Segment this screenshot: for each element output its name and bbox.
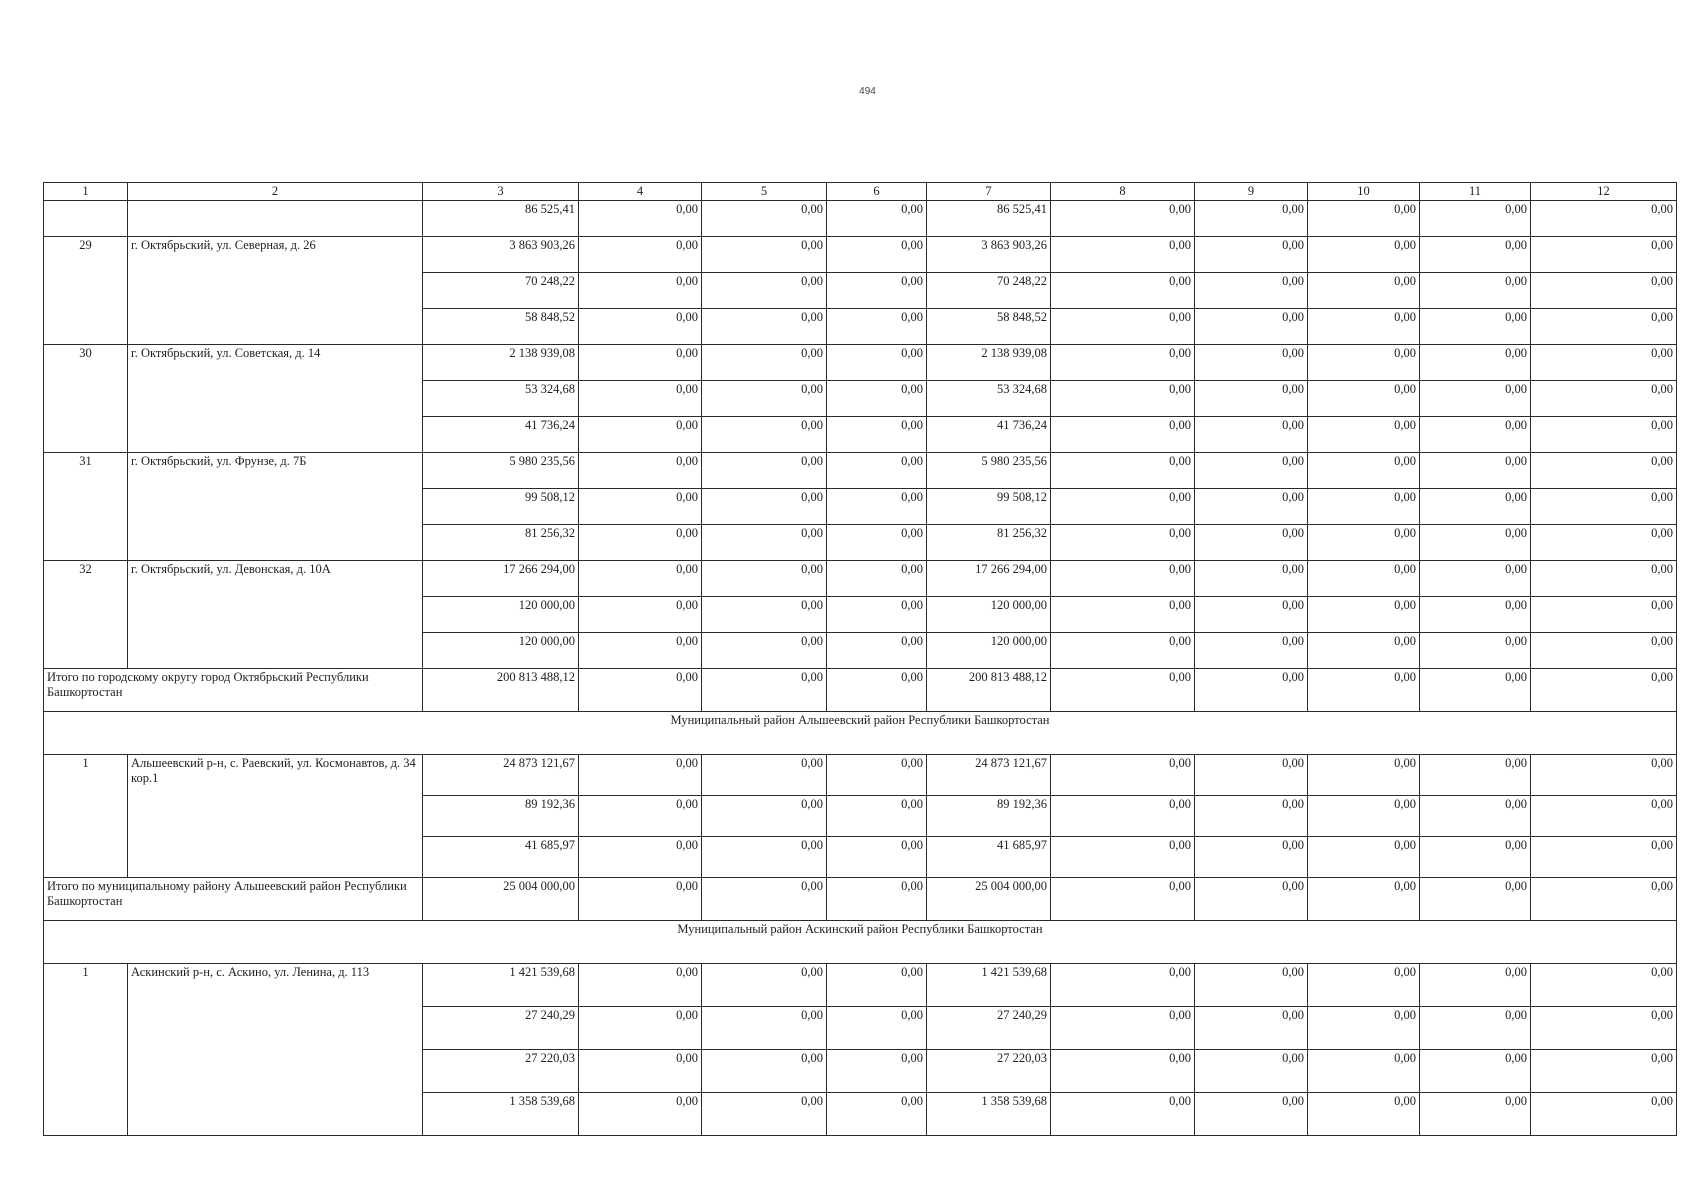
value-cell-col-3: 2 138 939,08 — [423, 345, 579, 381]
value-cell-col-9: 0,00 — [1195, 597, 1308, 633]
value-cell-col-9: 0,00 — [1195, 417, 1308, 453]
value-cell-col-6: 0,00 — [827, 669, 927, 712]
value-cell-col-11: 0,00 — [1420, 345, 1531, 381]
value-cell-col-11: 0,00 — [1420, 633, 1531, 669]
value-cell-col-12: 0,00 — [1531, 796, 1677, 837]
value-cell-col-7: 86 525,41 — [927, 201, 1051, 237]
value-cell-col-9: 0,00 — [1195, 525, 1308, 561]
value-cell-col-4: 0,00 — [579, 755, 702, 796]
page-number: 494 — [859, 86, 876, 97]
value-cell-col-3: 41 736,24 — [423, 417, 579, 453]
value-cell-col-9: 0,00 — [1195, 1007, 1308, 1050]
value-cell-col-4: 0,00 — [579, 1007, 702, 1050]
value-cell-col-6: 0,00 — [827, 417, 927, 453]
value-cell-col-5: 0,00 — [702, 237, 827, 273]
value-cell-col-9: 0,00 — [1195, 453, 1308, 489]
table-row — [44, 453, 1677, 489]
address-cell: г. Октябрьский, ул. Северная, д. 26 — [128, 237, 423, 345]
value-cell-col-10: 0,00 — [1308, 381, 1420, 417]
value-cell-col-11: 0,00 — [1420, 837, 1531, 878]
value-cell-col-9: 0,00 — [1195, 878, 1308, 921]
row-number-cell: 29 — [44, 237, 128, 345]
value-cell-col-10: 0,00 — [1308, 525, 1420, 561]
address-cell: Альшеевский р-н, с. Раевский, ул. Космонавтов, д. 34 кор.1 — [128, 755, 423, 878]
value-cell-col-9: 0,00 — [1195, 561, 1308, 597]
column-header: 8 — [1051, 183, 1195, 201]
value-cell-col-3: 53 324,68 — [423, 381, 579, 417]
value-cell-col-6: 0,00 — [827, 755, 927, 796]
value-cell-col-7: 27 240,29 — [927, 1007, 1051, 1050]
value-cell-col-4: 0,00 — [579, 964, 702, 1007]
column-header: 6 — [827, 183, 927, 201]
value-cell-col-6: 0,00 — [827, 525, 927, 561]
value-cell-col-5: 0,00 — [702, 309, 827, 345]
value-cell-col-4: 0,00 — [579, 345, 702, 381]
value-cell-col-11: 0,00 — [1420, 417, 1531, 453]
value-cell-col-4: 0,00 — [579, 561, 702, 597]
value-cell-col-9: 0,00 — [1195, 837, 1308, 878]
value-cell-col-12: 0,00 — [1531, 561, 1677, 597]
column-header: 1 — [44, 183, 128, 201]
value-cell-col-6: 0,00 — [827, 597, 927, 633]
value-cell-col-12: 0,00 — [1531, 669, 1677, 712]
value-cell-col-8: 0,00 — [1051, 964, 1195, 1007]
value-cell-col-12: 0,00 — [1531, 345, 1677, 381]
value-cell-col-11: 0,00 — [1420, 964, 1531, 1007]
value-cell-col-8: 0,00 — [1051, 837, 1195, 878]
value-cell-col-8: 0,00 — [1051, 237, 1195, 273]
value-cell-col-4: 0,00 — [579, 381, 702, 417]
value-cell-col-3: 58 848,52 — [423, 309, 579, 345]
value-cell-col-11: 0,00 — [1420, 453, 1531, 489]
value-cell-col-9: 0,00 — [1195, 345, 1308, 381]
value-cell-col-5: 0,00 — [702, 878, 827, 921]
value-cell-col-10: 0,00 — [1308, 201, 1420, 237]
value-cell-col-6: 0,00 — [827, 309, 927, 345]
value-cell-col-3: 1 421 539,68 — [423, 964, 579, 1007]
value-cell-col-5: 0,00 — [702, 1093, 827, 1136]
value-cell-col-6: 0,00 — [827, 201, 927, 237]
value-cell-col-6: 0,00 — [827, 489, 927, 525]
value-cell-col-10: 0,00 — [1308, 1007, 1420, 1050]
value-cell-col-7: 1 358 539,68 — [927, 1093, 1051, 1136]
value-cell-col-9: 0,00 — [1195, 489, 1308, 525]
value-cell-col-12: 0,00 — [1531, 453, 1677, 489]
value-cell-col-7: 24 873 121,67 — [927, 755, 1051, 796]
value-cell-col-8: 0,00 — [1051, 201, 1195, 237]
value-cell-col-7: 5 980 235,56 — [927, 453, 1051, 489]
value-cell-col-12: 0,00 — [1531, 633, 1677, 669]
value-cell-col-9: 0,00 — [1195, 796, 1308, 837]
value-cell-col-11: 0,00 — [1420, 878, 1531, 921]
address-cell: г. Октябрьский, ул. Советская, д. 14 — [128, 345, 423, 453]
value-cell-col-3: 70 248,22 — [423, 273, 579, 309]
row-number-cell: 30 — [44, 345, 128, 453]
value-cell-col-3: 1 358 539,68 — [423, 1093, 579, 1136]
value-cell-col-12: 0,00 — [1531, 273, 1677, 309]
value-cell-col-3: 25 004 000,00 — [423, 878, 579, 921]
column-header: 7 — [927, 183, 1051, 201]
value-cell-col-11: 0,00 — [1420, 1093, 1531, 1136]
value-cell-col-12: 0,00 — [1531, 201, 1677, 237]
value-cell-col-3: 3 863 903,26 — [423, 237, 579, 273]
value-cell-col-7: 1 421 539,68 — [927, 964, 1051, 1007]
table-row — [44, 755, 1677, 796]
row-number-cell: 31 — [44, 453, 128, 561]
value-cell-col-5: 0,00 — [702, 381, 827, 417]
value-cell-col-8: 0,00 — [1051, 1050, 1195, 1093]
value-cell-col-10: 0,00 — [1308, 597, 1420, 633]
table-container — [43, 182, 1677, 1136]
value-cell-col-8: 0,00 — [1051, 1093, 1195, 1136]
section-header-row — [44, 921, 1677, 964]
value-cell-col-12: 0,00 — [1531, 755, 1677, 796]
value-cell-col-7: 27 220,03 — [927, 1050, 1051, 1093]
table-body — [44, 201, 1677, 1136]
value-cell-col-5: 0,00 — [702, 453, 827, 489]
value-cell-col-4: 0,00 — [579, 1093, 702, 1136]
value-cell-col-7: 200 813 488,12 — [927, 669, 1051, 712]
value-cell-col-8: 0,00 — [1051, 755, 1195, 796]
address-cell — [128, 201, 423, 237]
row-number-cell: 32 — [44, 561, 128, 669]
value-cell-col-4: 0,00 — [579, 453, 702, 489]
value-cell-col-3: 200 813 488,12 — [423, 669, 579, 712]
value-cell-col-11: 0,00 — [1420, 597, 1531, 633]
value-cell-col-9: 0,00 — [1195, 309, 1308, 345]
column-header: 10 — [1308, 183, 1420, 201]
value-cell-col-10: 0,00 — [1308, 796, 1420, 837]
value-cell-col-9: 0,00 — [1195, 755, 1308, 796]
value-cell-col-6: 0,00 — [827, 453, 927, 489]
value-cell-col-10: 0,00 — [1308, 878, 1420, 921]
value-cell-col-7: 25 004 000,00 — [927, 878, 1051, 921]
table-row — [44, 561, 1677, 597]
value-cell-col-6: 0,00 — [827, 381, 927, 417]
value-cell-col-4: 0,00 — [579, 878, 702, 921]
value-cell-col-3: 99 508,12 — [423, 489, 579, 525]
value-cell-col-10: 0,00 — [1308, 837, 1420, 878]
value-cell-col-11: 0,00 — [1420, 273, 1531, 309]
value-cell-col-12: 0,00 — [1531, 597, 1677, 633]
value-cell-col-12: 0,00 — [1531, 837, 1677, 878]
value-cell-col-5: 0,00 — [702, 796, 827, 837]
value-cell-col-10: 0,00 — [1308, 964, 1420, 1007]
value-cell-col-6: 0,00 — [827, 345, 927, 381]
value-cell-col-12: 0,00 — [1531, 878, 1677, 921]
value-cell-col-12: 0,00 — [1531, 1050, 1677, 1093]
value-cell-col-5: 0,00 — [702, 273, 827, 309]
value-cell-col-8: 0,00 — [1051, 796, 1195, 837]
value-cell-col-9: 0,00 — [1195, 273, 1308, 309]
value-cell-col-8: 0,00 — [1051, 561, 1195, 597]
value-cell-col-4: 0,00 — [579, 796, 702, 837]
value-cell-col-11: 0,00 — [1420, 201, 1531, 237]
value-cell-col-5: 0,00 — [702, 964, 827, 1007]
value-cell-col-4: 0,00 — [579, 633, 702, 669]
value-cell-col-7: 3 863 903,26 — [927, 237, 1051, 273]
value-cell-col-8: 0,00 — [1051, 417, 1195, 453]
value-cell-col-3: 27 240,29 — [423, 1007, 579, 1050]
value-cell-col-7: 99 508,12 — [927, 489, 1051, 525]
value-cell-col-3: 86 525,41 — [423, 201, 579, 237]
value-cell-col-4: 0,00 — [579, 1050, 702, 1093]
value-cell-col-3: 120 000,00 — [423, 597, 579, 633]
value-cell-col-8: 0,00 — [1051, 273, 1195, 309]
value-cell-col-8: 0,00 — [1051, 633, 1195, 669]
value-cell-col-4: 0,00 — [579, 309, 702, 345]
value-cell-col-11: 0,00 — [1420, 237, 1531, 273]
value-cell-col-5: 0,00 — [702, 837, 827, 878]
value-cell-col-7: 120 000,00 — [927, 633, 1051, 669]
total-row — [44, 669, 1677, 712]
value-cell-col-5: 0,00 — [702, 417, 827, 453]
row-number-cell — [44, 201, 128, 237]
row-number-cell: 1 — [44, 755, 128, 878]
value-cell-col-7: 53 324,68 — [927, 381, 1051, 417]
data-table — [43, 182, 1677, 1136]
value-cell-col-8: 0,00 — [1051, 878, 1195, 921]
value-cell-col-6: 0,00 — [827, 273, 927, 309]
value-cell-col-7: 58 848,52 — [927, 309, 1051, 345]
value-cell-col-3: 41 685,97 — [423, 837, 579, 878]
column-header: 12 — [1531, 183, 1677, 201]
value-cell-col-8: 0,00 — [1051, 489, 1195, 525]
value-cell-col-10: 0,00 — [1308, 633, 1420, 669]
total-label: Итого по городскому округу город Октябрьский Республики Башкортостан — [44, 669, 423, 712]
total-row — [44, 878, 1677, 921]
value-cell-col-5: 0,00 — [702, 669, 827, 712]
value-cell-col-5: 0,00 — [702, 561, 827, 597]
value-cell-col-6: 0,00 — [827, 796, 927, 837]
value-cell-col-10: 0,00 — [1308, 309, 1420, 345]
value-cell-col-3: 89 192,36 — [423, 796, 579, 837]
section-title: Муниципальный район Альшеевский район Республики Башкортостан — [44, 712, 1677, 755]
value-cell-col-12: 0,00 — [1531, 525, 1677, 561]
value-cell-col-12: 0,00 — [1531, 1007, 1677, 1050]
value-cell-col-11: 0,00 — [1420, 561, 1531, 597]
value-cell-col-9: 0,00 — [1195, 237, 1308, 273]
value-cell-col-8: 0,00 — [1051, 309, 1195, 345]
value-cell-col-6: 0,00 — [827, 561, 927, 597]
value-cell-col-11: 0,00 — [1420, 309, 1531, 345]
value-cell-col-11: 0,00 — [1420, 1007, 1531, 1050]
value-cell-col-12: 0,00 — [1531, 964, 1677, 1007]
value-cell-col-11: 0,00 — [1420, 489, 1531, 525]
value-cell-col-9: 0,00 — [1195, 669, 1308, 712]
value-cell-col-5: 0,00 — [702, 597, 827, 633]
value-cell-col-10: 0,00 — [1308, 489, 1420, 525]
value-cell-col-8: 0,00 — [1051, 345, 1195, 381]
value-cell-col-9: 0,00 — [1195, 381, 1308, 417]
value-cell-col-12: 0,00 — [1531, 417, 1677, 453]
value-cell-col-10: 0,00 — [1308, 1050, 1420, 1093]
value-cell-col-11: 0,00 — [1420, 1050, 1531, 1093]
value-cell-col-10: 0,00 — [1308, 345, 1420, 381]
value-cell-col-8: 0,00 — [1051, 381, 1195, 417]
value-cell-col-6: 0,00 — [827, 1093, 927, 1136]
value-cell-col-4: 0,00 — [579, 489, 702, 525]
value-cell-col-7: 2 138 939,08 — [927, 345, 1051, 381]
value-cell-col-3: 120 000,00 — [423, 633, 579, 669]
column-header: 5 — [702, 183, 827, 201]
total-label: Итого по муниципальному району Альшеевский район Республики Башкортостан — [44, 878, 423, 921]
value-cell-col-3: 17 266 294,00 — [423, 561, 579, 597]
value-cell-col-6: 0,00 — [827, 1007, 927, 1050]
value-cell-col-10: 0,00 — [1308, 669, 1420, 712]
value-cell-col-9: 0,00 — [1195, 1050, 1308, 1093]
value-cell-col-7: 70 248,22 — [927, 273, 1051, 309]
value-cell-col-6: 0,00 — [827, 1050, 927, 1093]
value-cell-col-7: 41 736,24 — [927, 417, 1051, 453]
value-cell-col-9: 0,00 — [1195, 633, 1308, 669]
table-row — [44, 345, 1677, 381]
value-cell-col-4: 0,00 — [579, 201, 702, 237]
value-cell-col-3: 5 980 235,56 — [423, 453, 579, 489]
address-cell: Аскинский р-н, с. Аскино, ул. Ленина, д. 113 — [128, 964, 423, 1136]
value-cell-col-6: 0,00 — [827, 837, 927, 878]
value-cell-col-10: 0,00 — [1308, 561, 1420, 597]
value-cell-col-4: 0,00 — [579, 837, 702, 878]
value-cell-col-11: 0,00 — [1420, 381, 1531, 417]
value-cell-col-4: 0,00 — [579, 417, 702, 453]
section-title: Муниципальный район Аскинский район Республики Башкортостан — [44, 921, 1677, 964]
value-cell-col-12: 0,00 — [1531, 1093, 1677, 1136]
value-cell-col-5: 0,00 — [702, 525, 827, 561]
column-header: 11 — [1420, 183, 1531, 201]
value-cell-col-3: 27 220,03 — [423, 1050, 579, 1093]
value-cell-col-11: 0,00 — [1420, 796, 1531, 837]
value-cell-col-11: 0,00 — [1420, 755, 1531, 796]
value-cell-col-4: 0,00 — [579, 525, 702, 561]
value-cell-col-10: 0,00 — [1308, 273, 1420, 309]
column-header: 2 — [128, 183, 423, 201]
value-cell-col-9: 0,00 — [1195, 1093, 1308, 1136]
value-cell-col-7: 89 192,36 — [927, 796, 1051, 837]
value-cell-col-12: 0,00 — [1531, 381, 1677, 417]
column-header: 9 — [1195, 183, 1308, 201]
value-cell-col-3: 81 256,32 — [423, 525, 579, 561]
value-cell-col-8: 0,00 — [1051, 525, 1195, 561]
value-cell-col-5: 0,00 — [702, 1007, 827, 1050]
value-cell-col-5: 0,00 — [702, 345, 827, 381]
value-cell-col-11: 0,00 — [1420, 525, 1531, 561]
value-cell-col-10: 0,00 — [1308, 453, 1420, 489]
value-cell-col-9: 0,00 — [1195, 964, 1308, 1007]
value-cell-col-7: 81 256,32 — [927, 525, 1051, 561]
value-cell-col-10: 0,00 — [1308, 1093, 1420, 1136]
value-cell-col-5: 0,00 — [702, 489, 827, 525]
value-cell-col-4: 0,00 — [579, 237, 702, 273]
address-cell: г. Октябрьский, ул. Девонская, д. 10А — [128, 561, 423, 669]
column-header: 4 — [579, 183, 702, 201]
value-cell-col-12: 0,00 — [1531, 309, 1677, 345]
value-cell-col-8: 0,00 — [1051, 453, 1195, 489]
value-cell-col-8: 0,00 — [1051, 1007, 1195, 1050]
value-cell-col-12: 0,00 — [1531, 489, 1677, 525]
value-cell-col-8: 0,00 — [1051, 597, 1195, 633]
value-cell-col-7: 17 266 294,00 — [927, 561, 1051, 597]
value-cell-col-5: 0,00 — [702, 633, 827, 669]
value-cell-col-6: 0,00 — [827, 964, 927, 1007]
value-cell-col-4: 0,00 — [579, 273, 702, 309]
value-cell-col-5: 0,00 — [702, 201, 827, 237]
value-cell-col-6: 0,00 — [827, 237, 927, 273]
table-row — [44, 201, 1677, 237]
value-cell-col-4: 0,00 — [579, 669, 702, 712]
value-cell-col-6: 0,00 — [827, 878, 927, 921]
value-cell-col-3: 24 873 121,67 — [423, 755, 579, 796]
value-cell-col-12: 0,00 — [1531, 237, 1677, 273]
value-cell-col-5: 0,00 — [702, 755, 827, 796]
row-number-cell: 1 — [44, 964, 128, 1136]
value-cell-col-4: 0,00 — [579, 597, 702, 633]
value-cell-col-10: 0,00 — [1308, 237, 1420, 273]
value-cell-col-5: 0,00 — [702, 1050, 827, 1093]
value-cell-col-6: 0,00 — [827, 633, 927, 669]
table-row — [44, 964, 1677, 1007]
value-cell-col-10: 0,00 — [1308, 417, 1420, 453]
section-header-row — [44, 712, 1677, 755]
value-cell-col-9: 0,00 — [1195, 201, 1308, 237]
value-cell-col-7: 120 000,00 — [927, 597, 1051, 633]
value-cell-col-7: 41 685,97 — [927, 837, 1051, 878]
header-row — [44, 183, 1677, 201]
value-cell-col-11: 0,00 — [1420, 669, 1531, 712]
table-row — [44, 237, 1677, 273]
column-header: 3 — [423, 183, 579, 201]
value-cell-col-10: 0,00 — [1308, 755, 1420, 796]
value-cell-col-8: 0,00 — [1051, 669, 1195, 712]
address-cell: г. Октябрьский, ул. Фрунзе, д. 7Б — [128, 453, 423, 561]
